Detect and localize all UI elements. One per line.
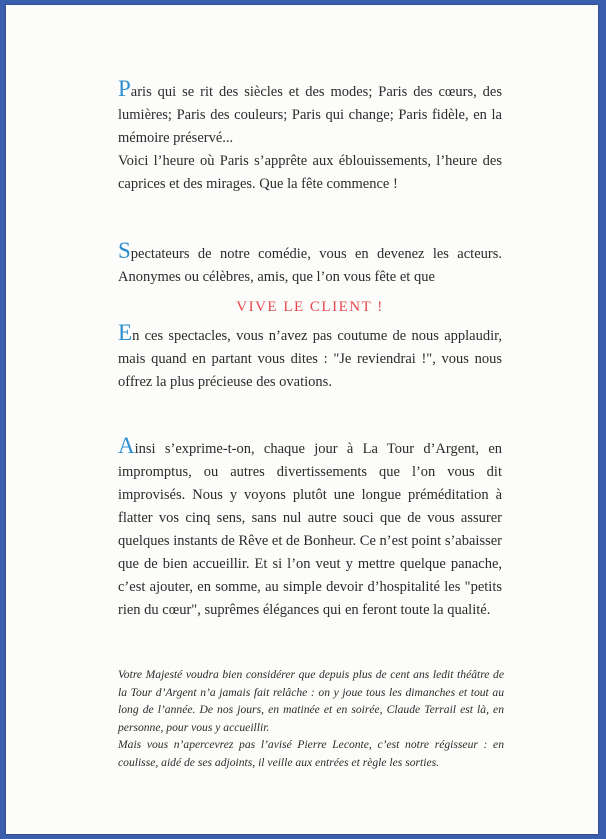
dropcap-s: S [118, 238, 131, 263]
vive-le-client-heading: VIVE LE CLIENT ! [236, 299, 384, 315]
italic-note-1: Votre Majesté voudra bien considérer que depuis plus de cent ans ledit théâtre de la Tour d’Argent n’a jamais fait relâche : on y joue tous les dimanches et tout au long de l’année. De nos jours, en matinée et en soirée, Claude Terrail est là, en personne, pour vous y accueillir. [118, 668, 504, 734]
dropcap-e: E [118, 320, 133, 345]
paragraph-ainsi-text: insi s’exprime-t-on, chaque jour à La Tour d’Argent, en impromptus, ou autres divertissements que l’on vous dit improvisés. Nous y voyons plutôt une longue préméditation à flatter vos cinq sens, sans nul autre souci que de vous assurer quelques instants de Rêve et de Bonheur. Ce n’est point s’abaisser que de bien accueillir. Et si l’on veut y mettre quelque panache, c’est ajouter, en somme, au simple devoir d’hospitalité les "petits rien du cœur", suprêmes élégances qui en feront toute la qualité. [118, 441, 502, 618]
dropcap-p: P [118, 76, 131, 101]
paragraph-spectacles [118, 321, 502, 394]
menu-page [6, 5, 598, 834]
paragraph-spectateurs-text: pectateurs de notre comédie, vous en devenez les acteurs. Anonymes ou célèbres, amis, que l’on vous fête et que [118, 246, 502, 285]
paragraph-paris [118, 77, 502, 196]
paragraph-spectateurs [118, 239, 502, 289]
paragraph-spectacles-text: n ces spectacles, vous n’avez pas coutume de nous applaudir, mais quand en partant vous dites : "Je reviendrai !", vous nous offrez la plus précieuse des ovations. [118, 328, 502, 390]
dropcap-a: A [118, 433, 135, 458]
paragraph-voici: Voici l’heure où Paris s’apprête aux éblouissements, l’heure des caprices et des mirages. Que la fête commence ! [118, 153, 502, 192]
italic-note [118, 666, 504, 771]
paragraph-ainsi [118, 434, 502, 622]
paragraph-paris-text: aris qui se rit des siècles et des modes; Paris des cœurs, des lumières; Paris des couleurs; Paris qui change; Paris fidèle, en la mémoire préservé... [118, 84, 502, 146]
italic-note-2: Mais vous n’apercevrez pas l’avisé Pierre Leconte, c’est notre régisseur : en coulisse, aidé de ses adjoints, il veille aux entrées et règle les sorties. [118, 738, 504, 769]
